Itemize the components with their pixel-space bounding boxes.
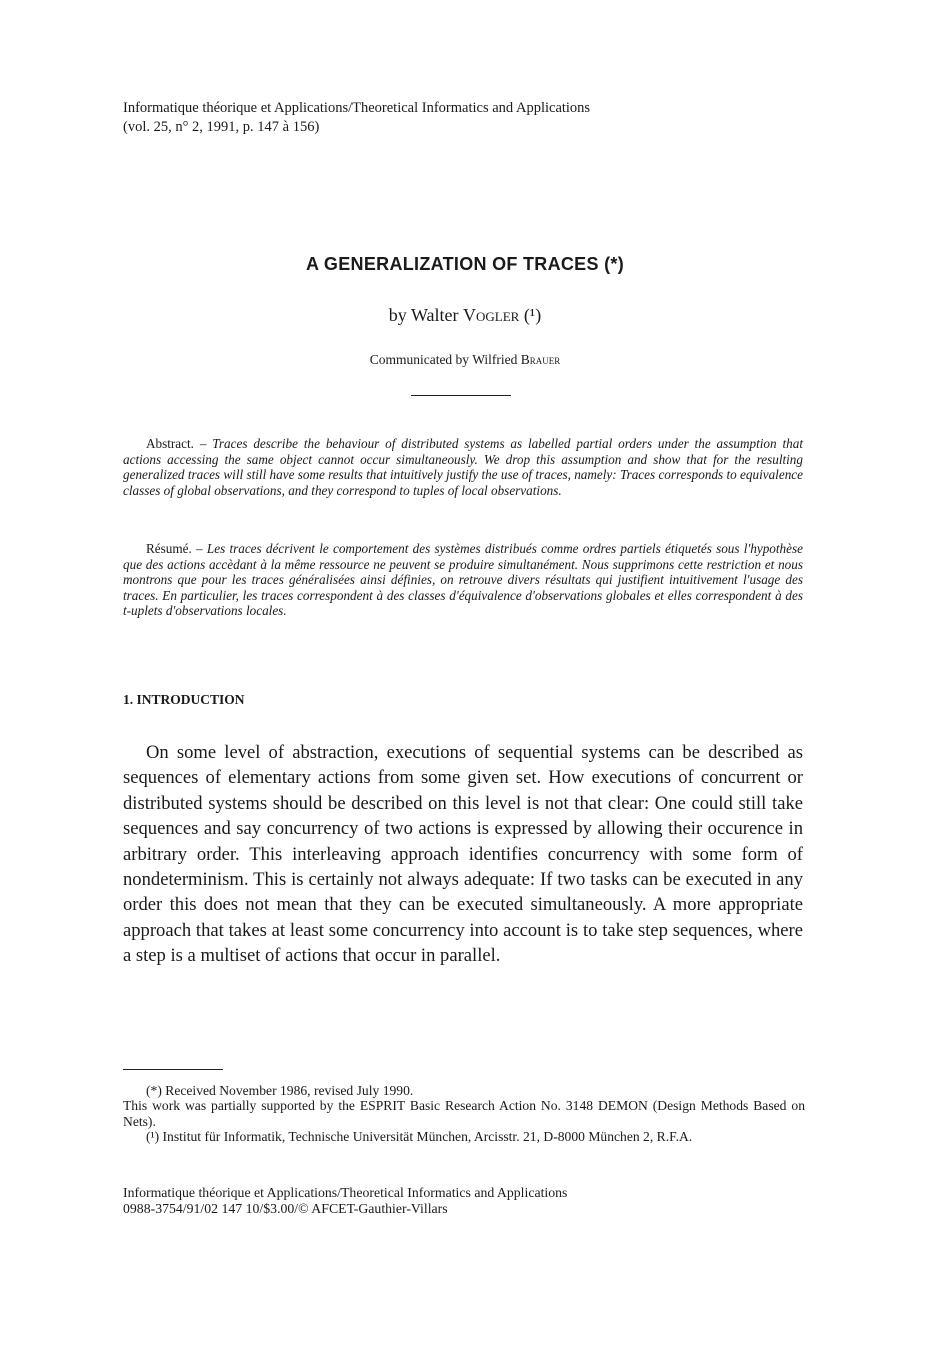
author-line bbox=[0, 305, 930, 326]
intro-paragraph: On some level of abstraction, executions of sequential systems can be described as sequences of elementary actions from some given set. How executions of concurrent or distributed systems should be described on this level is not that clear: One could still take sequences and say concurrency of two actions is expressed by allowing their occurence in arbitrary order. This interleaving approach identifies concurrency with some form of nondeterminism. This is certainly not always adequate: If two tasks can be executed in any order this does not mean that they can be executed simultaneously. A more appropriate approach that takes at least some concurrency into account is to take step sequences, where a step is a multiset of actions that occur in parallel. bbox=[123, 742, 803, 967]
footer-copyright: 0988-3754/91/02 147 10/$3.00/© AFCET-Gauthier-Villars bbox=[123, 1201, 448, 1216]
abstract-text: Traces describe the behaviour of distributed systems as labelled partial orders under the assumption that actions accessing the same object cannot occur simultaneously. We drop this assumption and show that for the resulting generalized traces will still have some results that intuitively justify the use of traces, namely: Traces corresponds to equivalence classes of global observations, and they correspond to tuples of local observations. bbox=[123, 436, 803, 498]
footer-journal-name: Informatique théorique et Applications/Theoretical Informatics and Applications bbox=[123, 1185, 568, 1200]
footnotes bbox=[123, 1083, 805, 1145]
journal-footer bbox=[123, 1185, 567, 1217]
author-surname: Vogler bbox=[462, 305, 520, 325]
communicated-prefix: Communicated by Wilfried bbox=[369, 352, 521, 367]
footnote-received: (*) Received November 1986, revised July 1990. bbox=[146, 1083, 414, 1098]
abstract-french bbox=[123, 541, 803, 619]
journal-name: Informatique théorique et Applications/Theoretical Informatics and Applications bbox=[123, 100, 591, 116]
abstract-label: Abstract. – bbox=[146, 436, 213, 451]
abstract-english bbox=[123, 436, 803, 498]
communicated-surname: Brauer bbox=[520, 352, 561, 367]
journal-header bbox=[123, 99, 590, 137]
section-heading: 1. INTRODUCTION bbox=[123, 692, 245, 707]
resume-text: Les traces décrivent le comportement des systèmes distribués comme ordres partiels étiquetés sous l'hypothèse que des actions accèdant à la même ressource ne peuvent se produire simultanément. Nous supprimons cette restriction et nous montrons que pour les traces généralisées ainsi définies, on retrouve divers résultats qui justifient intuitivement l'usage des traces. En particulier, les traces correspondent à des classes d'équivalence d'observations globales et elles correspondent à des t-uplets d'observations locales. bbox=[123, 541, 803, 619]
communicated-line bbox=[0, 352, 930, 368]
author-prefix: by Walter bbox=[388, 305, 463, 325]
title-divider bbox=[411, 395, 511, 396]
paper-title: A GENERALIZATION OF TRACES (*) bbox=[306, 254, 624, 274]
footnote-divider bbox=[123, 1069, 223, 1070]
journal-volume: (vol. 25, n° 2, 1991, p. 147 à 156) bbox=[123, 119, 320, 135]
author-note: (¹) bbox=[519, 305, 542, 325]
resume-label: Résumé. – bbox=[146, 541, 207, 556]
footnote-affiliation: (¹) Institut für Informatik, Technische Universität München, Arcisstr. 21, D-8000 München 2, R.F.A. bbox=[146, 1129, 693, 1145]
footnote-support: This work was partially supported by the ESPRIT Basic Research Action No. 3148 DEMON (Design Methods Based on Nets). bbox=[123, 1098, 805, 1129]
